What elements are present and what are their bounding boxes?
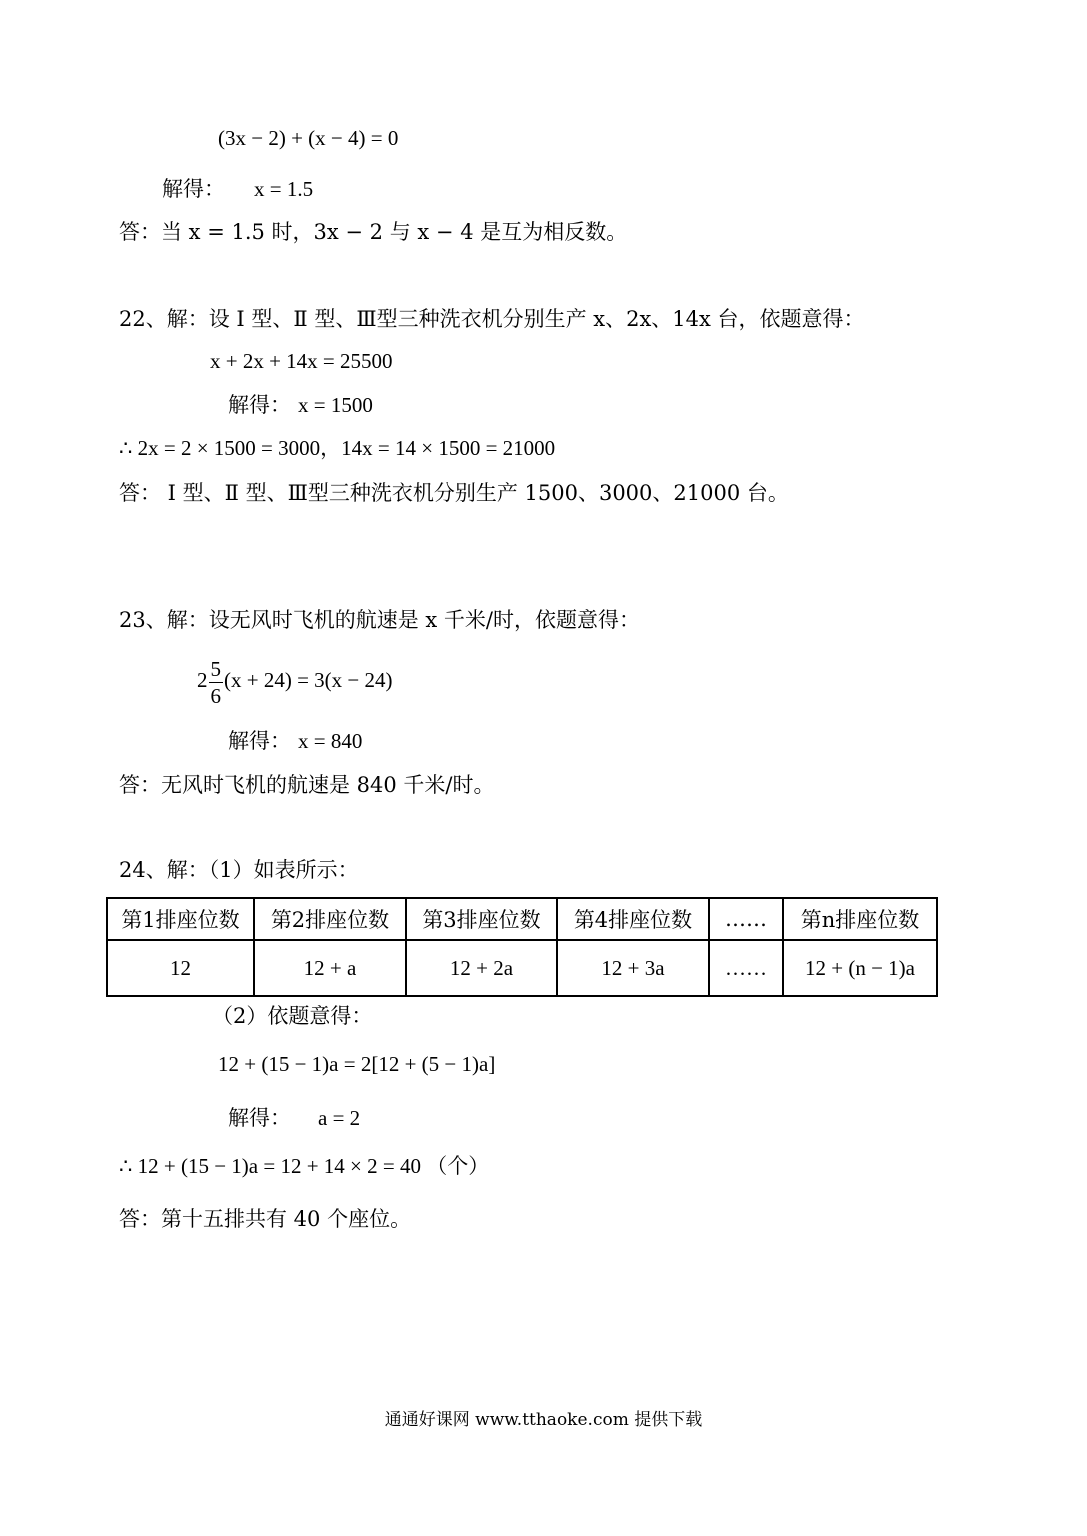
table-row (107, 940, 937, 996)
q24-solution: a = 2 (318, 1106, 361, 1130)
table-cell: 12 (107, 940, 254, 996)
q23-eq-denominator: 6 (210, 683, 221, 708)
seat-table (106, 897, 938, 997)
q22-solution: x = 1500 (298, 393, 373, 417)
q22-equation: x + 2x + 14x = 25500 (210, 349, 393, 373)
table-header-cell: 第2排座位数 (254, 898, 406, 940)
q22-answer: 答： Ⅰ 型、Ⅱ 型、Ⅲ型三种洗衣机分别生产 1500、3000、21000 台。 (119, 481, 789, 505)
q21-solve-label: 解得： (162, 177, 225, 201)
q21-equation: (3x − 2) + (x − 4) = 0 (218, 126, 399, 150)
q22-therefore: ∴ 2x = 2 × 1500 = 3000，14x = 14 × 1500 = 21000 (119, 436, 556, 460)
q23-eq-whole: 2 (197, 668, 208, 692)
q22-solve-label: 解得： (228, 393, 291, 417)
q21-answer: 答：当 x = 1.5 时，3x − 2 与 x − 4 是互为相反数。 (119, 220, 628, 244)
q23-eq-numerator: 5 (210, 656, 221, 681)
q23-solve-label: 解得： (228, 729, 291, 753)
q24-answer: 答：第十五排共有 40 个座位。 (119, 1207, 412, 1231)
table-cell: 12 + 3a (557, 940, 709, 996)
q23-equation (197, 652, 393, 709)
q24-solve-label: 解得： (228, 1106, 291, 1130)
table-cell: 12 + 2a (406, 940, 557, 996)
q24-part2-label: （2）依题意得： (212, 1004, 373, 1028)
q22-intro: 22、解：设 Ⅰ 型、Ⅱ 型、Ⅲ型三种洗衣机分别生产 x、2x、14x 台，依题意得： (119, 307, 865, 331)
q24-intro: 24、解：（1）如表所示： (119, 858, 359, 882)
table-header-cell: 第4排座位数 (557, 898, 709, 940)
q24-therefore: ∴ 12 + (15 − 1)a = 12 + 14 × 2 = 40 （个） (119, 1154, 490, 1178)
table-header-row (107, 898, 937, 940)
table-header-cell: …… (709, 898, 783, 940)
table-cell: …… (709, 940, 783, 996)
table-header-cell: 第1排座位数 (107, 898, 254, 940)
q24-equation: 12 + (15 − 1)a = 2[12 + (5 − 1)a] (218, 1052, 496, 1076)
table-cell: 12 + (n − 1)a (783, 940, 937, 996)
q23-intro: 23、解：设无风时飞机的航速是 x 千米/时，依题意得： (119, 608, 640, 632)
table-cell: 12 + a (254, 940, 406, 996)
q23-solution: x = 840 (298, 729, 363, 753)
table-header-cell: 第3排座位数 (406, 898, 557, 940)
table-header-cell: 第n排座位数 (783, 898, 937, 940)
q23-answer: 答：无风时飞机的航速是 840 千米/时。 (119, 773, 495, 797)
q23-eq-rest: (x + 24) = 3(x − 24) (224, 668, 393, 692)
page-footer: 通通好课网 www.tthaoke.com 提供下载 (384, 1410, 703, 1430)
q23-fraction (209, 656, 224, 709)
q21-solution: x = 1.5 (254, 177, 314, 201)
